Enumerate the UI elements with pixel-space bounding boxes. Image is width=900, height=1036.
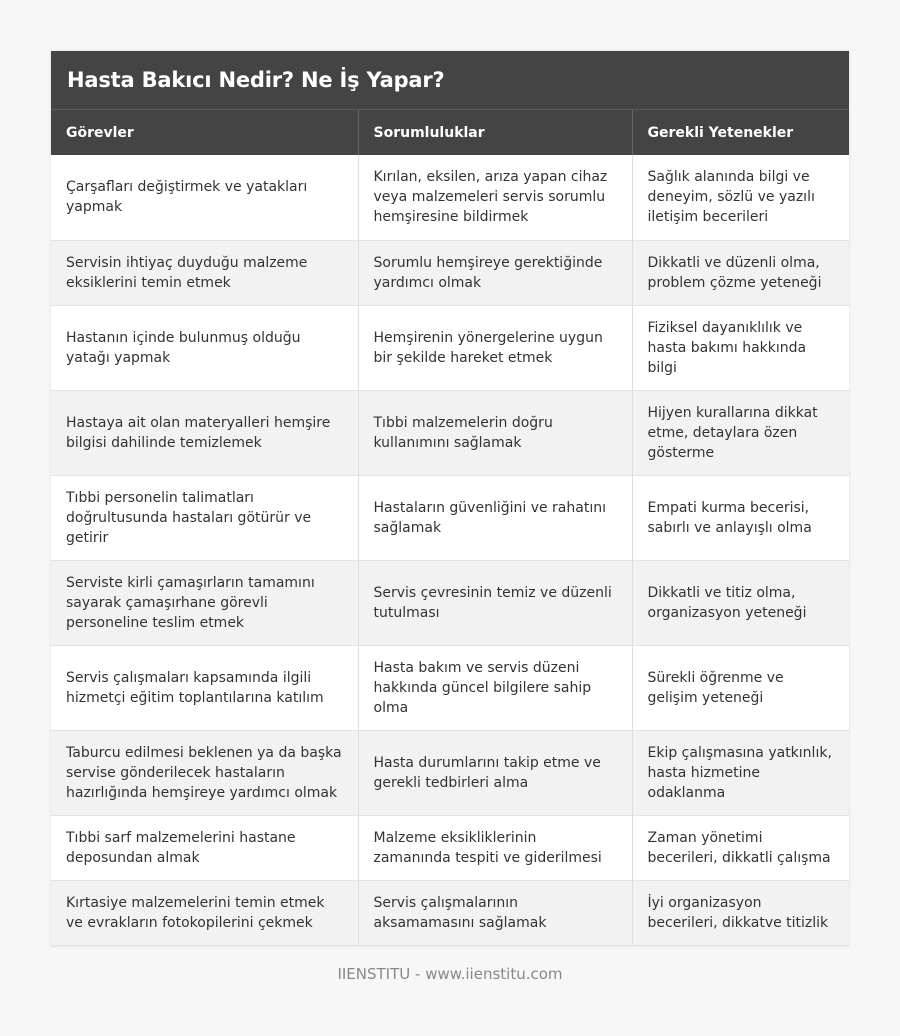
table-row	[51, 305, 849, 390]
table-cell: Tıbbi sarf malzemelerini hastane deposundan almak	[51, 815, 358, 880]
table-cell: Dikkatli ve düzenli olma, problem çözme yeteneği	[632, 240, 849, 305]
table-cell: Tıbbi personelin talimatları doğrultusunda hastaları götürür ve getirir	[51, 475, 358, 560]
table-row	[51, 560, 849, 645]
table-row	[51, 390, 849, 475]
table-cell: Hastaya ait olan materyalleri hemşire bilgisi dahilinde temizlemek	[51, 390, 358, 475]
table-row	[51, 880, 849, 945]
table-row	[51, 815, 849, 880]
table-cell: Empati kurma becerisi, sabırlı ve anlayışlı olma	[632, 475, 849, 560]
table-cell: İyi organizasyon becerileri, dikkatve titizlik	[632, 880, 849, 945]
table-cell: Kırılan, eksilen, arıza yapan cihaz veya malzemeleri servis sorumlu hemşiresine bildirmek	[358, 155, 632, 240]
table-row	[51, 240, 849, 305]
table-cell: Servis çalışmaları kapsamında ilgili hizmetçi eğitim toplantılarına katılım	[51, 645, 358, 730]
table-card	[51, 51, 849, 946]
table-cell: Malzeme eksikliklerinin zamanında tespiti ve giderilmesi	[358, 815, 632, 880]
table-cell: Servisin ihtiyaç duyduğu malzeme eksiklerini temin etmek	[51, 240, 358, 305]
table-row	[51, 730, 849, 815]
column-header-gorevler: Görevler	[51, 110, 358, 156]
table-cell: Sorumlu hemşireye gerektiğinde yardımcı olmak	[358, 240, 632, 305]
table-cell: Servis çevresinin temiz ve düzenli tutulması	[358, 560, 632, 645]
footer-credit: IIENSTITU - www.iienstitu.com	[337, 965, 563, 983]
title-bar	[51, 51, 849, 109]
page-title: Hasta Bakıcı Nedir? Ne İş Yapar?	[67, 68, 445, 92]
table-cell: Hemşirenin yönergelerine uygun bir şekilde hareket etmek	[358, 305, 632, 390]
table-cell: Dikkatli ve titiz olma, organizasyon yeteneği	[632, 560, 849, 645]
table-cell: Taburcu edilmesi beklenen ya da başka servise gönderilecek hastaların hazırlığında hemşireye yardımcı olmak	[51, 730, 358, 815]
table-cell: Çarşafları değiştirmek ve yatakları yapmak	[51, 155, 358, 240]
table-cell: Servis çalışmalarının aksamamasını sağlamak	[358, 880, 632, 945]
table-cell: Zaman yönetimi becerileri, dikkatli çalışma	[632, 815, 849, 880]
column-header-yetenekler: Gerekli Yetenekler	[632, 110, 849, 156]
table-row	[51, 155, 849, 240]
table-cell: Serviste kirli çamaşırların tamamını sayarak çamaşırhane görevli personeline teslim etmek	[51, 560, 358, 645]
column-header-sorumluluklar: Sorumluluklar	[358, 110, 632, 156]
table-cell: Hasta durumlarını takip etme ve gerekli tedbirleri alma	[358, 730, 632, 815]
table-cell: Sağlık alanında bilgi ve deneyim, sözlü ve yazılı iletişim becerileri	[632, 155, 849, 240]
table-cell: Hastanın içinde bulunmuş olduğu yatağı yapmak	[51, 305, 358, 390]
table-cell: Tıbbi malzemelerin doğru kullanımını sağlamak	[358, 390, 632, 475]
table-cell: Ekip çalışmasına yatkınlık, hasta hizmetine odaklanma	[632, 730, 849, 815]
table-row	[51, 645, 849, 730]
data-table	[51, 109, 849, 946]
table-cell: Hastaların güvenliğini ve rahatını sağlamak	[358, 475, 632, 560]
table-cell: Sürekli öğrenme ve gelişim yeteneği	[632, 645, 849, 730]
header-row	[51, 110, 849, 156]
table-cell: Fiziksel dayanıklılık ve hasta bakımı hakkında bilgi	[632, 305, 849, 390]
table-cell: Hasta bakım ve servis düzeni hakkında güncel bilgilere sahip olma	[358, 645, 632, 730]
table-cell: Kırtasiye malzemelerini temin etmek ve evrakların fotokopilerini çekmek	[51, 880, 358, 945]
table-cell: Hijyen kurallarına dikkat etme, detaylara özen gösterme	[632, 390, 849, 475]
table-row	[51, 475, 849, 560]
